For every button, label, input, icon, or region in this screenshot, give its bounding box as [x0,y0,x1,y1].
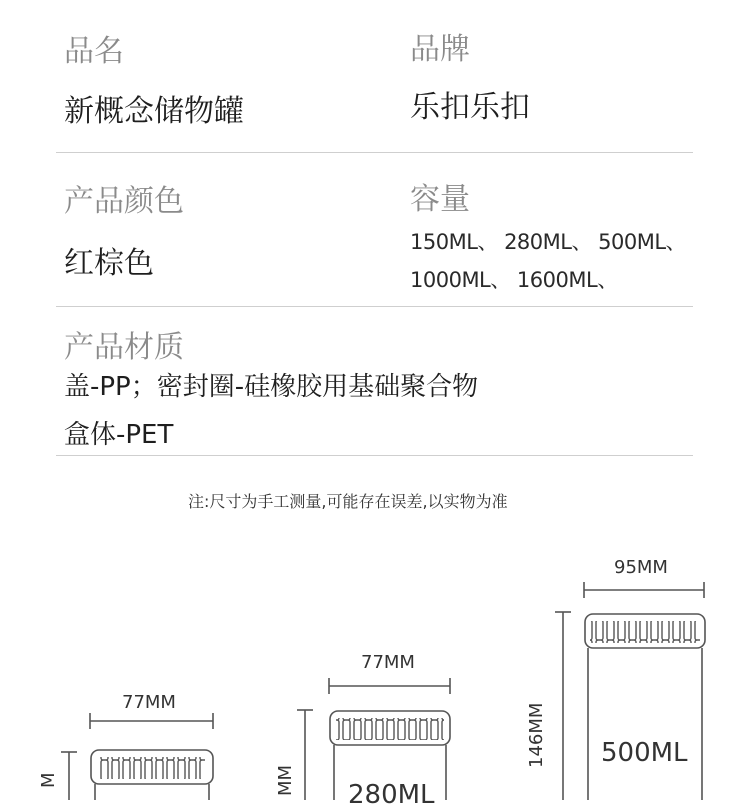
capacity-line-1: 150ML、 280ML、 500ML、 [410,230,687,254]
jar-280ml-height-label: MM [275,764,296,796]
jar-500ml-capacity: 500ML [601,738,688,768]
capacity-line-2: 1000ML、 1600ML、 [410,268,618,292]
material-line-1: 盖-PP；密封圈-硅橡胶用基础聚合物 [64,372,479,402]
name-value: 新概念储物罐 [64,94,244,129]
color-value: 红棕色 [64,246,154,281]
color-label: 产品颜色 [64,184,184,219]
material-line-2: 盒体-PET [64,420,174,450]
divider-1 [56,152,693,153]
jar-280ml-width-label: 77MM [361,652,415,673]
brand-label: 品牌 [410,32,470,67]
divider-2 [56,306,693,307]
capacity-label: 容量 [410,182,470,217]
disclaimer-note: 注:尺寸为手工测量,可能存在误差,以实物为准 [188,492,508,511]
divider-3 [56,455,693,456]
material-label: 产品材质 [64,330,184,365]
jar-small [61,713,213,800]
brand-value: 乐扣乐扣 [410,90,530,125]
name-label: 品名 [64,34,124,69]
jar-small-height-label: M [38,772,59,788]
jar-280ml-capacity: 280ML [348,780,435,810]
jar-small-width-label: 77MM [122,692,176,713]
jar-500ml-width-label: 95MM [614,557,668,578]
jar-500ml-height-label: 146MM [526,702,547,768]
